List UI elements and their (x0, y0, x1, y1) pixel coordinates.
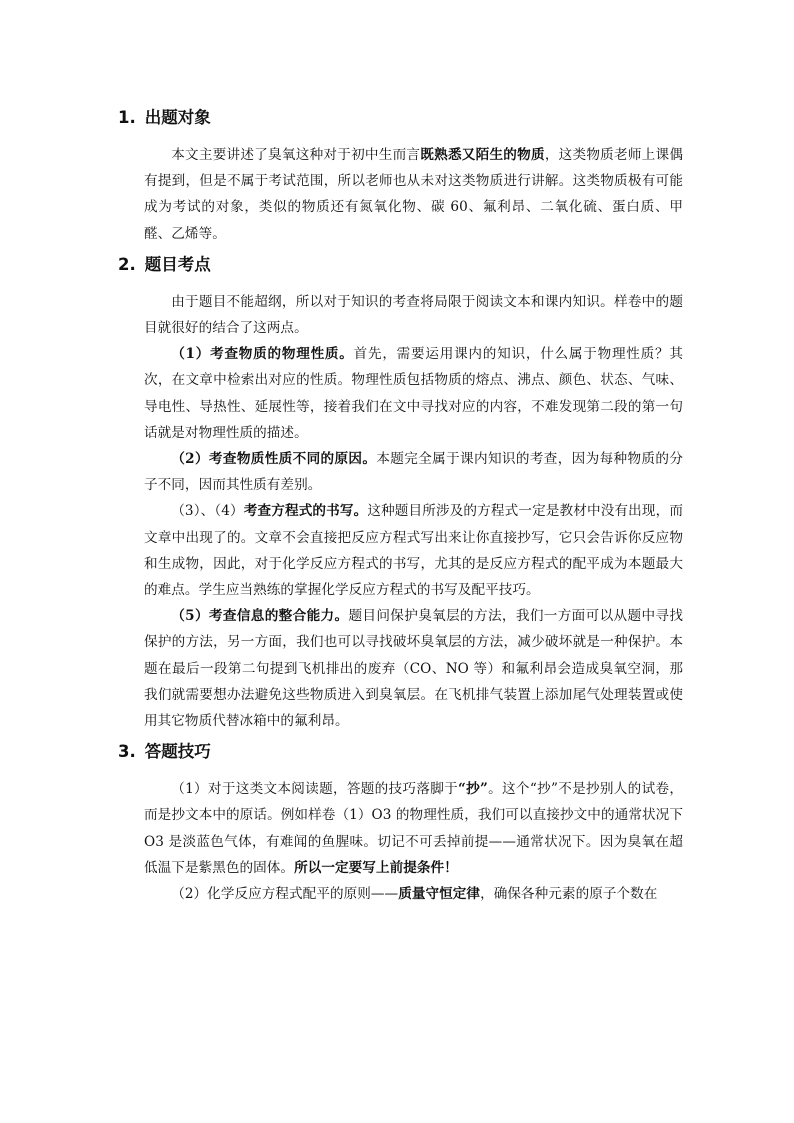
paragraph (144, 142, 683, 247)
paragraph (144, 289, 683, 341)
section-body (144, 776, 683, 907)
document-page (118, 108, 683, 913)
body-text: 。这个“抄”不是抄别人的试卷，而是抄文本中的原话。例如样卷（1）O3 的物理性质，我们可以直接抄文中的通常状况下 O3 是淡蓝色气体，有难闻的鱼腥味。切记不可丢掉前提——通常状况下。因为臭氧在超低温下是紫黑色的固体。 (144, 781, 683, 876)
emphasis-text: 既熟悉又陌生的物质 (420, 147, 545, 163)
section-number: 2. (118, 254, 136, 274)
paragraph (144, 776, 683, 881)
emphasis-text: 所以一定要写上前提条件！ (294, 859, 458, 876)
paragraph (144, 498, 683, 603)
emphasis-text: 考查方程式的书写。 (243, 503, 368, 520)
body-text: 由于题目不能超纲，所以对于知识的考查将局限于阅读文本和课内知识。样卷中的题目就很好的结合了这两点。 (144, 293, 683, 337)
body-text: 本文主要讲述了臭氧这种对于初中生而言 (171, 147, 421, 163)
section-body (144, 289, 683, 734)
section-heading (118, 742, 683, 776)
body-text: （1）对于这类文本阅读题，答题的技巧落脚于 (171, 781, 458, 798)
section-body (144, 142, 683, 247)
body-text: （2）化学反应方程式配平的原则—— (171, 886, 399, 903)
emphasis-text: （2）考查物质性质不同的原因。 (171, 451, 377, 468)
body-text: 题目问保护臭氧层的方法，我们一方面可以从题中寻找保护的方法，另一方面，我们也可以寻找破坏臭氧层的方法，减少破坏就是一种保护。本题在最后一段第二句提到飞机排出的废弃（CO、NO 等）和氟利昂会造成臭氧空洞，那我们就需要想办法避免这些物质进入到臭氧层。在飞机排气装置上添加尾气处理装置或使用其它物质代替冰箱中的氟利昂。 (144, 608, 683, 730)
emphasis-text: 质量守恒定律 (398, 886, 481, 903)
section-number: 3. (118, 742, 136, 762)
paragraph (144, 446, 683, 498)
body-text: 首先，需要运用课内的知识，什么属于物理性质？其次，在文章中检索出对应的性质。物理性质包括物质的熔点、沸点、颜色、状态、气味、导电性、导热性、延展性等，接着我们在文中寻找对应的内容，不难发现第二段的第一句话就是对物理性质的描述。 (144, 346, 683, 441)
emphasis-text: （1）考查物质的物理性质。 (171, 346, 354, 363)
paragraph (144, 341, 683, 446)
body-text: ，确保各种元素的原子个数在 (480, 886, 658, 903)
body-text: 本题完全属于课内知识的考查，因为每种物质的分子不同，因而其性质有差别。 (144, 451, 683, 494)
section-title: 题目考点 (144, 254, 211, 274)
body-text: （3）、（4） (171, 503, 244, 520)
section-title: 答题技巧 (144, 742, 211, 762)
section-title: 出题对象 (144, 108, 211, 127)
paragraph (144, 603, 683, 734)
body-text: 这种题目所涉及的方程式一定是教材中没有出现，而文章中出现了的。文章不会直接把反应方程式写出来让你直接抄写，它只会告诉你反应物和生成物，因此，对于化学反应方程式的书写，尤其的是反应方程式的配平成为本题最大的难点。学生应当熟练的掌握化学反应方程式的书写及配平技巧。 (144, 503, 683, 599)
section-number: 1. (118, 108, 136, 127)
emphasis-text: （5）考查信息的整合能力。 (171, 608, 349, 625)
paragraph (144, 881, 683, 907)
emphasis-text: “抄” (458, 781, 488, 798)
section-heading (118, 255, 683, 289)
body-text: ，这类物质老师上课偶有提到，但是不属于考试范围，所以老师也从未对这类物质进行讲解。这类物质极有可能成为考试的对象，类似的物质还有氮氧化物、碳 60、氟利昂、二氧化硫、蛋白质、甲醛、乙烯等。 (144, 147, 683, 242)
section-heading (118, 108, 683, 142)
